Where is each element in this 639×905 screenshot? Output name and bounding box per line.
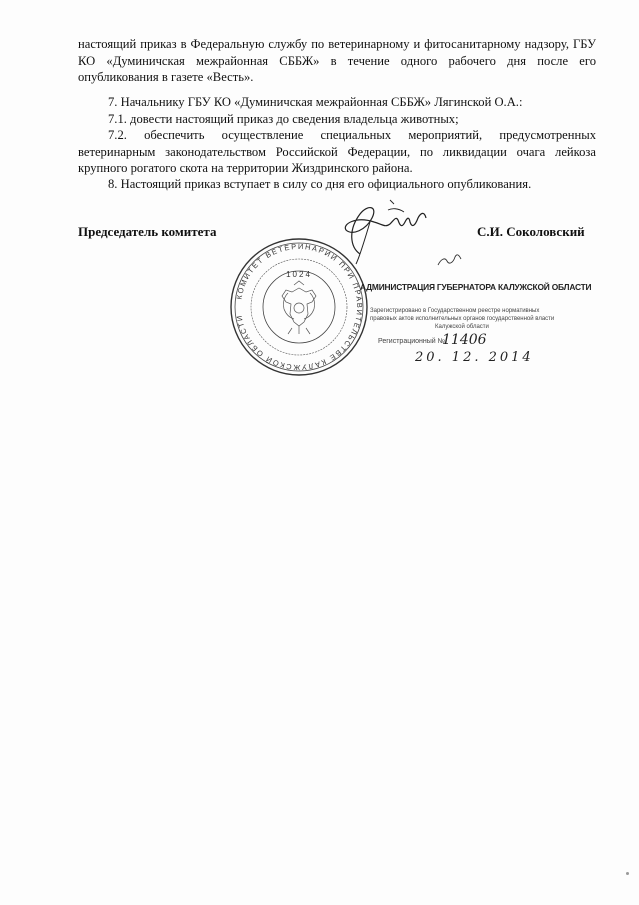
double-headed-eagle-emblem (282, 281, 316, 334)
scan-speck (626, 872, 629, 875)
signature-flourish (435, 247, 465, 272)
registration-line-3: Калужской области (435, 324, 489, 330)
seal-text: КОМИТЕТ ВЕТЕРИНАРИИ ПРИ ПРАВИТЕЛЬСТВЕ КАЛУЖСКОЙ ОБЛАСТИ (234, 241, 365, 373)
paragraph-item-7: 7. Начальнику ГБУ КО «Думиничская межрайонная СББЖ» Лягинской О.А.: (108, 95, 523, 109)
registration-line-1: Зарегистрировано в Государственном реестре нормативных (370, 308, 540, 314)
paragraph-continuation: настоящий приказ в Федеральную службу по ветеринарному и фитосанитарному надзору, ГБУ КО «Думиничская межрайонная СББЖ» в течение одного рабочего дня после его опубликования в газете «Весть». (78, 37, 596, 84)
registration-stamp (360, 282, 592, 372)
registration-date: 20. 12. 2014 (415, 350, 534, 365)
paragraph-item-8: 8. Настоящий приказ вступает в силу со дня его официального опубликования. (108, 177, 532, 191)
handwritten-signature (330, 192, 440, 267)
paragraph-item-7-1: 7.1. довести настоящий приказ до сведения владельца животных; (108, 112, 459, 126)
registration-number-label: Регистрационный № (378, 338, 446, 345)
paragraph-item-7-2: 7.2. обеспечить осуществление специальных мероприятий, предусмотренных ветеринарным законодательством Российской Федерации, по ликвидации очага лейкоза крупного рогатого скота на территории Жиздринского района. (78, 128, 596, 175)
seal-ogrn: 1024 (286, 270, 312, 279)
registration-line-2: правовых актов исполнительных органов государственной власти (370, 316, 555, 322)
signatory-name: С.И. Соколовский (477, 224, 585, 239)
signatory-title: Председатель комитета (78, 224, 217, 239)
registration-number: 11406 (442, 332, 487, 348)
registration-stamp-header: АДМИНИСТРАЦИЯ ГУБЕРНАТОРА КАЛУЖСКОЙ ОБЛАСТИ (360, 282, 592, 292)
